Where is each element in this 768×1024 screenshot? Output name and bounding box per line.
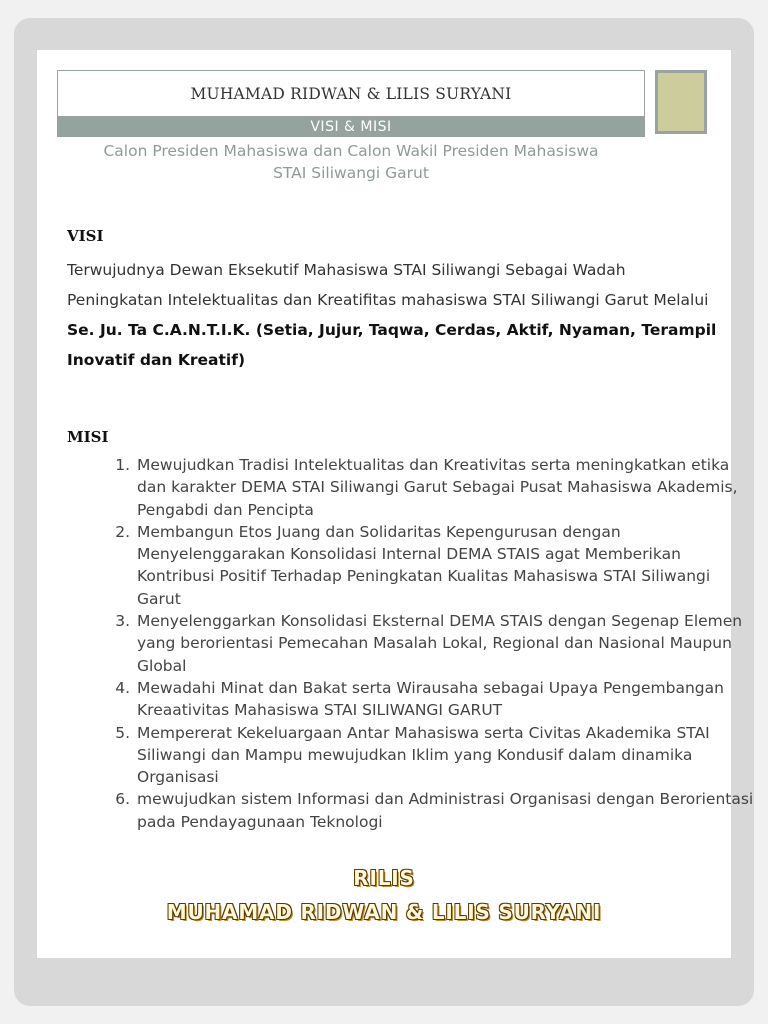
visi-text [67, 255, 717, 375]
section-band: VISI & MISI [57, 117, 645, 137]
page-title: MUHAMAD RIDWAN & LILIS SURYANI [190, 84, 512, 103]
title-box [57, 70, 645, 117]
list-item: 6. mewujudkan sistem Informasi dan Administrasi Organisasi dengan Berorientasi pada Pendayagunaan Teknologi [135, 788, 755, 833]
list-item: 1. Mewujudkan Tradisi Intelektualitas dan Kreativitas serta meningkatkan etika dan karakter DEMA STAI Siliwangi Garut Sebagai Pusat Mahasiswa Akademis, Pengabdi dan Pencipta [135, 454, 755, 521]
misi-list [105, 454, 755, 833]
subtitle [57, 140, 645, 184]
list-item: 3. Menyelenggarkan Konsolidasi Eksternal DEMA STAIS dengan Segenap Elemen yang berorientasi Pemecahan Masalah Lokal, Regional dan Nasional Maupun Global [135, 610, 755, 677]
footer-rilis: RILIS [353, 866, 415, 890]
visi-heading: VISI [67, 227, 104, 245]
document-page [37, 50, 754, 958]
visi-text-bold: Se. Ju. Ta C.A.N.T.I.K. (Setia, Jujur, Taqwa, Cerdas, Aktif, Nyaman, Terampil Inovatif dan Kreatif) [67, 321, 717, 369]
list-item: 4. Mewadahi Minat dan Bakat serta Wirausaha sebagai Upaya Pengembangan Kreaativitas Mahasiswa STAI SILIWANGI GARUT [135, 677, 755, 722]
accent-square [655, 70, 707, 134]
list-item: 5. Mempererat Kekeluargaan Antar Mahasiswa serta Civitas Akademika STAI Siliwangi dan Mampu mewujudkan Iklim yang Kondusif dalam dinamika Organisasi [135, 722, 755, 789]
subtitle-line-1: Calon Presiden Mahasiswa dan Calon Wakil Presiden Mahasiswa [103, 142, 599, 160]
list-item: 2. Membangun Etos Juang dan Solidaritas Kepengurusan dengan Menyelenggarakan Konsolidasi Internal DEMA STAIS agat Memberikan Kontribusi Positif Terhadap Peningkatan Kualitas Mahasiswa STAI Siliwangi Garut [135, 521, 755, 610]
subtitle-line-2: STAI Siliwangi Garut [273, 164, 429, 182]
visi-text-plain: Terwujudnya Dewan Eksekutif Mahasiswa STAI Siliwangi Sebagai Wadah Peningkatan Intelektualitas dan Kreatifitas mahasiswa STAI Siliwangi Garut Melalui [67, 261, 709, 309]
footer-names: MUHAMAD RIDWAN & LILIS SURYANI [166, 900, 602, 924]
misi-heading: MISI [67, 428, 109, 446]
